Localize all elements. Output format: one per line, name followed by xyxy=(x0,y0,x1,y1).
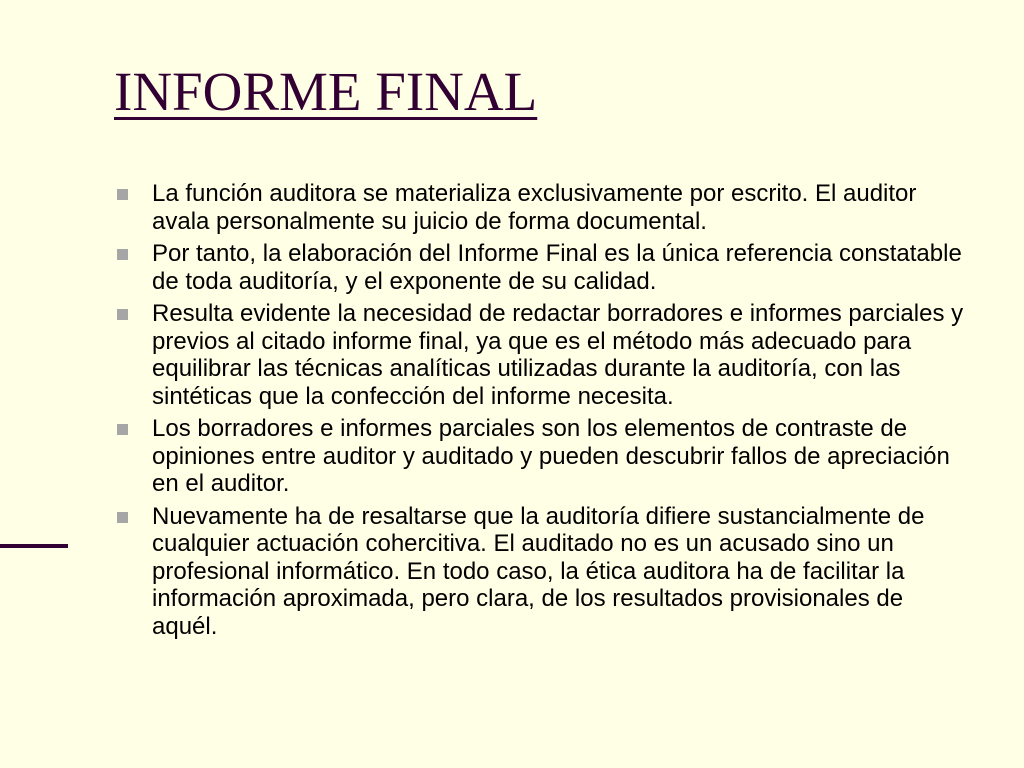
bullet-text: Resulta evidente la necesidad de redactar borradores e informes parciales y previos al citado informe final, ya que es el método más adecuado para equilibrar las técnicas analíticas utilizadas durante la auditoría, con las sintéticas que la confección del informe necesita. xyxy=(152,300,964,410)
accent-rule xyxy=(0,544,68,548)
bullet-text: Nuevamente ha de resaltarse que la auditoría difiere sustancialmente de cualquier actuación cohercitiva. El auditado no es un acusado sino un profesional informático. En todo caso, la ética auditora ha de facilitar la información aproximada, pero clara, de los resultados provisionales de aquél. xyxy=(152,502,925,640)
square-bullet-icon xyxy=(117,189,128,200)
bullet-item xyxy=(115,415,975,498)
bullet-text: La función auditora se materializa exclusivamente por escrito. El auditor avala personalmente su juicio de forma documental. xyxy=(152,180,917,235)
bullet-list xyxy=(115,180,975,645)
bullet-item xyxy=(115,240,975,295)
bullet-text: Por tanto, la elaboración del Informe Final es la única referencia constatable de toda auditoría, y el exponente de su calidad. xyxy=(152,240,962,295)
square-bullet-icon xyxy=(117,309,128,320)
square-bullet-icon xyxy=(117,249,128,260)
bullet-item xyxy=(115,300,975,410)
bullet-item xyxy=(115,503,975,641)
square-bullet-icon xyxy=(117,512,128,523)
square-bullet-icon xyxy=(117,424,128,435)
slide-title: INFORME FINAL xyxy=(114,61,538,122)
bullet-text: Los borradores e informes parciales son los elementos de contraste de opiniones entre auditor y auditado y pueden descubrir fallos de apreciación en el auditor. xyxy=(152,415,950,497)
bullet-item xyxy=(115,180,975,235)
